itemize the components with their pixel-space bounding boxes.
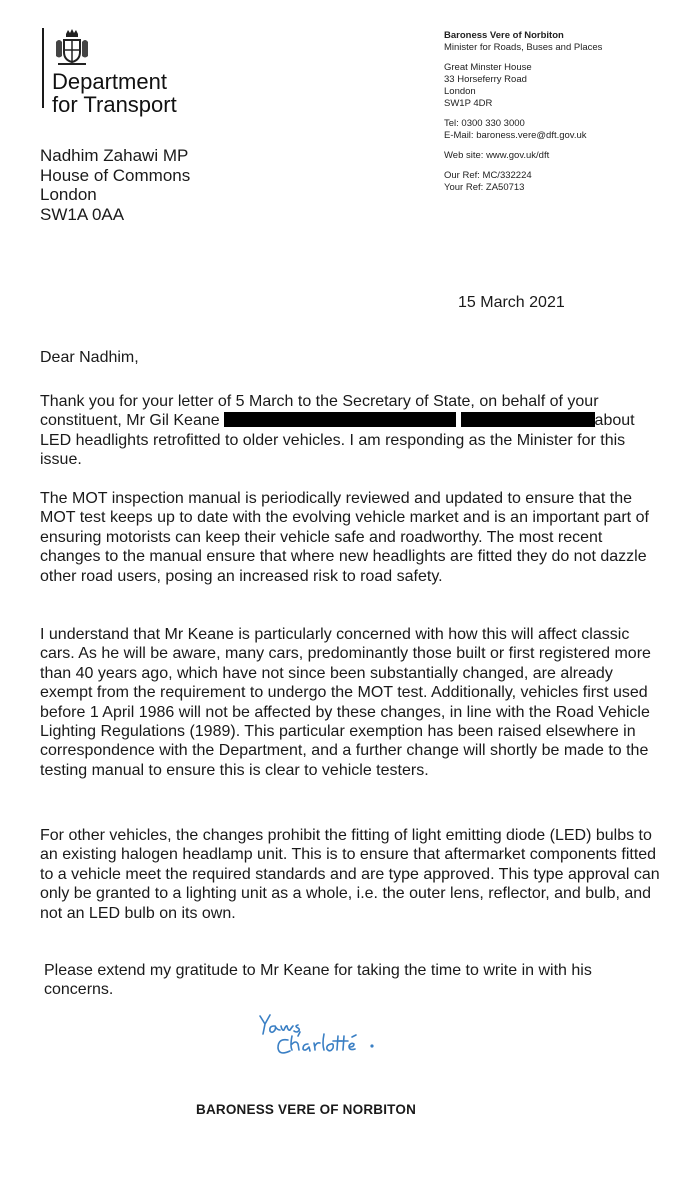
handwritten-signature (256, 1006, 416, 1076)
sender-title: Minister for Roads, Buses and Places (444, 42, 603, 53)
department-line: for Transport (52, 92, 177, 117)
address-line: Great Minster House (444, 62, 532, 73)
recipient-line: House of Commons (40, 165, 191, 185)
recipient-line: SW1A 0AA (40, 204, 125, 224)
letter-date: 15 March 2021 (458, 294, 565, 311)
paragraph-text: Thank you for your letter of 5 March to the Secretary of State, on behalf of your constituent, Mr Gil Keane (40, 393, 599, 430)
paragraph (40, 392, 660, 470)
department-name (52, 70, 177, 116)
sender-block (444, 30, 602, 194)
sender-name: Baroness Vere of Norbiton (444, 30, 564, 41)
department-line: Department (52, 69, 167, 94)
paragraph: The MOT inspection manual is periodically reviewed and updated to ensure that the MOT test keeps up to date with the evolving vehicle market and is an important part of ensuring motorists can keep their vehicle safe and roadworthy. The most recent changes to the manual ensure that where new headlights are fitted they do not dazzle other road users, posing an increased risk to road safety. (40, 490, 649, 585)
address-line: 33 Horseferry Road (444, 74, 527, 85)
telephone: Tel: 0300 330 3000 (444, 118, 525, 129)
signature-ink (260, 1015, 373, 1053)
redaction-bar (224, 412, 456, 427)
signatory-name: BARONESS VERE OF NORBITON (196, 1102, 417, 1117)
royal-coat-of-arms-icon (52, 28, 92, 68)
paragraph: Please extend my gratitude to Mr Keane for taking the time to write in with his concerns. (44, 962, 592, 999)
our-ref: Our Ref: MC/332224 (444, 170, 532, 181)
salutation: Dear Nadhim, (40, 349, 139, 366)
email: E-Mail: baroness.vere@dft.gov.uk (444, 130, 587, 141)
logo-divider (42, 28, 44, 108)
recipient-line: Nadhim Zahawi MP (40, 146, 189, 165)
paragraph: For other vehicles, the changes prohibit the fitting of light emitting diode (LED) bulbs to an existing halogen headlamp unit. This is to ensure that aftermarket components fitted to a vehicle meet the required standards and are type approved. This type approval can only be granted to a lighting unit as a whole, i.e. the outer lens, reflector, and bulb, and not an LED bulb on its own. (40, 827, 660, 922)
your-ref: Your Ref: ZA50713 (444, 182, 525, 193)
paragraph: I understand that Mr Keane is particularly concerned with how this will affect classic cars. As he will be aware, many cars, predominantly those built or first registered more than 40 years ago, which have not since been substantially changed, are already exempt from the requirement to undergo the MOT test. Additionally, vehicles first used before 1 April 1986 will not be affected by these changes, in line with the Road Vehicle Lighting Regulations (1989). This particular exemption has been raised elsewhere in correspondence with the Department, and a further change will shortly be made to the testing manual to ensure this is clear to vehicle testers. (40, 626, 651, 779)
website: Web site: www.gov.uk/dft (444, 150, 550, 161)
recipient-address (40, 146, 190, 224)
address-line: London (444, 86, 476, 97)
address-line: SW1P 4DR (444, 98, 493, 109)
paragraph-text: about LED headlights retrofitted to older vehicles. I am responding as the Minister for this issue. (40, 412, 635, 469)
redaction-bar (461, 412, 595, 427)
recipient-line: London (40, 185, 97, 204)
